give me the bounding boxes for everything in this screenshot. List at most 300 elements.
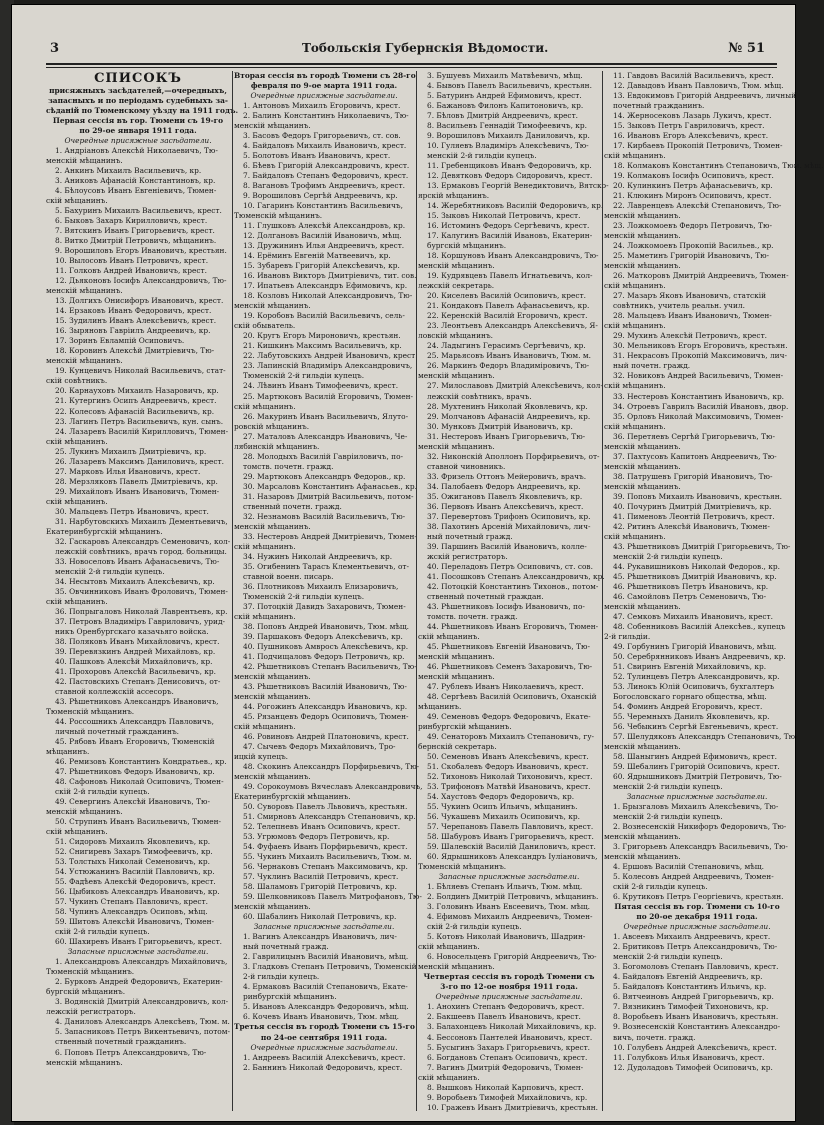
list-entry-line: 20. Кругъ Егоръ Мироновичъ, крестьян. [243,331,401,341]
list-entry-line: 29. Мартюковъ Александръ Федоров., кр. [243,471,406,481]
list-entry-line: 8. Витко Дмитрій Петровичъ, мѣщанинъ. [55,236,217,246]
list-entry-line: 1. Александровъ Александръ Михайловичъ, [55,957,228,967]
list-entry-line: 25. Мартюковъ Василій Егоровичъ, Тюмен- [243,391,414,401]
list-entry-line: 49. Сорокоумовъ Вячеславъ Александровичъ, [243,782,423,792]
list-entry-line: 58. Чупинъ Александръ Осиповъ, мѣщ. [55,907,208,917]
list-entry-line: Тюменскій мѣщанинъ. [418,862,507,872]
list-entry-line: 37. Потоцкій Давидъ Захаровичъ, Тюмен- [243,601,406,611]
list-entry-line: 33. Новоселовъ Иванъ Афанасьевичъ, Тю- [55,556,220,566]
section-heading: запасныхъ и по періодамъ судебныхъ за- [48,96,228,106]
list-entry-line: скій мѣщанинъ. [604,421,666,431]
list-entry-line: 1. Андріановъ Алексѣй Николаевичъ, Тю- [55,146,218,156]
list-entry-line: 7. Байдаловъ Степанъ Федоровичъ, крест. [243,171,409,181]
list-entry-line: 44. Рогожинъ Александръ Ивановичъ, кр. [243,701,408,711]
list-entry-line: Екатеринбургскій мѣщанинъ. [234,792,351,802]
list-entry-line: 4. Бѣлоусовъ Иванъ Евгеніевичъ, Тюмен- [55,186,217,196]
list-entry-line: 34. Отроевъ Гаврилъ Василій Ивановъ, двор. [613,401,789,411]
list-entry-line: скій мѣщанинъ. [418,942,480,952]
list-entry-line: 4. Байдаловъ Михаилъ Ивановичъ, крест. [243,141,407,151]
list-entry-line: менскій мѣщанинъ. [418,962,495,972]
list-entry-line: Екатеринбургскій мѣщанинъ. [46,526,163,536]
list-entry-line: 9. Ворошиловъ Сергѣй Андреевичъ, кр. [243,191,398,201]
subsection-heading: Очередные присяжные засѣдатели. [623,922,771,932]
list-entry-line: 57. Шелудяковъ Александръ Степановичъ, Тю- [613,732,798,742]
list-entry-line: 17. Калугинъ Василій Ивановъ, Екатерин- [427,231,593,241]
list-entry-line: скій 2-й гильдіи купецъ. [55,927,150,937]
list-entry-line: 38. Поповъ Андрей Ивановичъ, Тюм. мѣщ. [243,621,410,631]
list-entry-line: 59. Шитовъ Алексѣй Ивановичъ, Тюмен- [55,917,215,927]
section-heading: Вторая сессія въ городѣ Тюмени съ 28-го [234,71,416,80]
list-entry-line: 56. Чебыкинъ Сергѣй Евгеньевичъ, крест. [613,722,779,732]
list-entry-line: 11. Гребенщиковъ Иванъ Федоровичъ, кр. [427,161,592,171]
list-entry-line: 45. Рѣшетниковъ Евгеній Ивановичъ, Тю- [427,641,590,651]
list-entry-line: 59. Шелковниковъ Павелъ Митрофановъ, Тю- [243,892,422,902]
list-entry-line: 28. Мерзляковъ Павелъ Дмитріевичъ, кр. [55,476,218,486]
list-entry-line: ярскій мѣщанинъ. [418,191,490,201]
list-entry-line: менскій мѣщанинъ. [418,651,495,661]
list-entry-line: 49. Севергинъ Алексѣй Ивановичъ, Тю- [55,797,210,807]
list-entry-line: 28. Мухтенинъ Николай Яковлевичъ, кр. [427,401,588,411]
list-entry-line: 43. Рѣшетниковъ Іосифъ Ивановичъ, по- [427,601,585,611]
list-entry-line: 50. Семеновъ Иванъ Алексѣевичъ, крест. [427,752,589,762]
list-entry-line: 25. Лукинъ Михаилъ Дмитріевичъ, кр. [55,446,207,456]
list-entry-line: 47. Семковъ Михаилъ Ивановичъ, крест. [613,611,773,621]
list-entry-line: 7. Вязникинъ Тимофей Тихоновичъ, кр. [613,1002,769,1012]
list-entry-line: 39. Паршаковъ Федоръ Алексѣевичъ, кр. [243,631,403,641]
list-entry-line: 32. Незнамовъ Василій Васильевичъ, Тю- [243,511,406,521]
list-entry-line: 2. Бурковъ Андрей Федоровичъ, Екатерин- [55,977,223,987]
list-entry-line: 2. Бритиковъ Петръ Александровичъ, Тю- [613,942,778,952]
list-entry-line: 31. Нарбутовскихъ Михаилъ Дементьевичъ, [55,516,228,526]
list-entry-line: 4. Даниловъ Александръ Алексѣевъ, Тюм. м. [55,1017,230,1027]
list-entry-line: менскій мѣщанинъ. [418,261,495,271]
list-entry-line: менскій мѣщанинъ. [604,441,681,451]
list-entry-line: 1. Брызгаловъ Михаилъ Алексѣевичъ, Тю- [613,802,779,812]
list-entry-line: 53. Угрюмовъ Федоръ Петровичъ, кр. [243,832,390,842]
list-entry-line: 9. Ворошиловъ Егоръ Ивановичъ, крестьян. [55,246,227,256]
list-entry-line: почетный гражданинъ. [613,101,705,111]
column-divider [232,71,233,1111]
list-entry-line: скій мѣщанинъ. [418,631,480,641]
list-entry-line: скій мѣщанинъ. [46,496,108,506]
list-entry-line: 54. Фоминъ Андрей Егоровичъ, крест. [613,701,763,711]
column-divider [602,71,603,1111]
issue-number: № 51 [728,41,765,56]
subsection-heading: Очередные присяжные засѣдатели. [250,1042,398,1052]
list-entry-line: 36. Попрыгаловъ Николай Лаврентьевъ, кр. [55,606,228,616]
list-entry-line: никъ Оренбургскаго казачьяго войска. [55,626,209,636]
list-entry-line: 48. Сергѣевъ Василій Осиповичъ, Оханскій [427,691,597,701]
section-heading: сѣданій по Тюменскому уѣзду на 1911 годъ. [46,106,239,116]
list-entry-line: 22. Лабутовскихъ Андрей Ивановичъ, крест. [243,351,418,361]
subsection-heading: Очередные присяжные засѣдатели. [64,136,212,146]
list-entry-line: 33. Фризель Оттонъ Мейеровичъ, врачъ. [427,471,587,481]
list-entry-line: 56. Чукашевъ Михаилъ Осиповичъ, кр. [427,812,580,822]
list-entry-line: 32. Новиковъ Андрей Васильевичъ, Тюмен- [613,371,784,381]
list-entry-line: 53. Трифоновъ Матвѣй Ивановичъ, крест. [427,782,591,792]
list-entry-line: 52. Телепневъ Иванъ Осиповичъ, крест. [243,822,401,832]
subsection-heading: Очередные присяжные засѣдатели. [250,91,398,101]
list-entry-line: 5. Ивановъ Александръ Федоровичъ, мѣщ. [243,1002,409,1012]
list-entry-line: 14. Ерзаковъ Иванъ Федоровичъ, крест. [55,306,212,316]
list-entry-line: 3. Водянскій Дмитрій Александровичъ, кол- [55,997,229,1007]
list-entry-line: 6. Кочевъ Иванъ Ивановичъ, Тюм. мѣщ. [243,1012,400,1022]
section-heading: Третья сессія въ городѣ Тюмени съ 15-го [234,1022,415,1032]
list-entry-line: 37. Пахтусовъ Капитонъ Андреевичъ, Тю- [613,451,777,461]
list-entry-line: 59. Шалевскій Василій Даниловичъ, крест. [427,842,596,852]
list-entry-line: менскій мѣщанинъ. [234,671,311,681]
list-entry-line: менскій мѣщанинъ. [46,1057,123,1067]
list-entry-line: 51. Смирновъ Александръ Степановичъ, кр. [243,812,416,822]
list-entry-line: лежскій регистраторъ. [46,1007,136,1017]
list-entry-line: 55. Чукинъ Осипъ Ильичъ, мѣщанинъ. [427,802,578,812]
list-entry-line: 43. Рѣшетниковъ Александръ Ивановичъ, [55,696,219,706]
list-entry-line: 54. Фуфаевъ Иванъ Порфирьевичъ, крест. [243,842,408,852]
list-entry-line: скій мѣщанинъ. [46,827,108,837]
list-entry-line: томств. почетн. гражд. [427,611,518,621]
list-entry-line: скій мѣщанинъ. [604,531,666,541]
list-entry-line: менскій 2-й гильдіи купецъ. [55,566,165,576]
list-entry-line: 16. Истоминъ Федоръ Сергѣевичъ, крест. [427,221,590,231]
list-entry-line: ловскій мѣщанинъ. [418,331,494,341]
list-entry-line: 3. Аниковъ Афанасій Константиновъ, кр. [55,176,216,186]
list-entry-line: бургскій мѣщанинъ. [427,241,507,251]
list-entry-line: менскій 2-й гильдіи купецъ. [613,952,723,962]
list-entry-line: Тюменскій мѣщанинъ. [46,967,135,977]
list-entry-line: ринбургскій мѣщанинъ. [243,992,337,1002]
list-entry-line: 36. Плотниковъ Михаилъ Елизаровичъ, [243,581,399,591]
list-entry-line: 21. Кутергинъ Осипъ Андреевичъ, крест. [55,396,217,406]
list-entry-line: личный почетный гражданинъ. [55,727,179,736]
list-entry-line: 58. Шаныгинъ Андрей Ефимовичъ, крест. [613,752,777,762]
list-entry-line: 8. Вагановъ Трофимъ Андреевичъ, крест. [243,181,405,191]
list-entry-line: 3. Бушуевъ Михаилъ Матвѣевичъ, мѣщ. [427,71,583,80]
list-entry-line: 28. Молодыхъ Василій Гавріиловичъ, по- [243,451,404,461]
list-entry-line: 46. Рѣшетниковъ Петръ Ивановичъ, кр. [613,581,769,591]
list-entry-line: 6. Богдановъ Степанъ Осиповичъ, крест. [427,1052,588,1062]
list-entry-line: 38. Патрушевъ Григорій Ивановичъ, Тю- [613,471,773,481]
list-entry-line: 54. Хаустовъ Федоръ Федоровичъ, кр. [427,792,575,802]
list-entry-line: менскій 2-й гильдіи купецъ. [613,812,723,822]
list-entry-line: 23. Леонтьевъ Александръ Алексѣевичъ, Я- [427,321,598,331]
list-entry-line: 18. Колмаковъ Константинъ Степановичъ, Тюм. мѣщ. [613,161,824,171]
section-heading: Первая сессія въ гор. Тюмени съ 19-го [52,116,224,126]
list-entry-line: 5. Батуринъ Андрей Ефимовичъ, крест. [427,91,582,101]
text-column-2 [234,71,423,1111]
list-entry-line: 19. Коробовъ Василій Васильевичъ, сель- [243,311,405,321]
list-entry-line: 51. Свиринъ Евгеній Михайловичъ, кр. [613,661,767,671]
list-entry-line: 27. Маталовъ Александръ Ивановичъ, Че- [243,431,408,441]
list-entry-line: 4. Ермаковъ Василій Степановичъ, Екате- [243,982,408,992]
list-entry-line: 45. Рѣшетниковъ Дмитрій Ивановичъ, кр. [613,571,777,581]
list-entry-line: 28. Мальцевъ Иванъ Ивановичъ, Тюмен- [613,311,772,321]
section-heading: СПИСОКЪ [94,71,182,86]
list-entry-line: менскій мѣщанинъ. [234,772,311,782]
list-entry-line: 40. Переладовъ Петръ Осиповичъ, ст. сов. [427,561,593,571]
section-heading: Четвертая сессія въ городѣ Тюмени съ [423,972,595,982]
list-entry-line: вичъ, почетн. гражд. [613,1032,696,1042]
list-entry-line: 10. Гражевъ Иванъ Дмитріевичъ, крестьян. [427,1102,599,1112]
list-entry-line: 33. Нестеровъ Андрей Дмитріевичъ, Тюмен- [243,531,417,541]
list-entry-line: 5. Байдаловъ Константинъ Ильичъ, кр. [613,982,767,992]
list-entry-line: 50. Суворовъ Павелъ Львовичъ, крестьян. [243,802,408,812]
list-entry-line: 35. Огибенинъ Тарасъ Клементьевичъ, от- [243,561,410,571]
list-entry-line: 34. Нужинъ Николай Андреевичъ, кр. [243,551,393,561]
list-entry-line: ный почетный гражд. [243,942,329,952]
list-entry-line: 21. Кишкинъ Максимъ Васильевичъ, кр. [243,341,402,351]
list-entry-line: скій мѣщанинъ. [46,596,108,606]
list-entry-line: 14. Ерёминъ Евгеній Матвеевичъ, кр. [243,251,391,261]
list-entry-line: 4. Байдаловъ Евгеній Андреевичъ, кр. [613,972,763,982]
list-entry-line: 29. Михайловъ Иванъ Ивановичъ, Тюмен- [55,486,220,496]
list-entry-line: ставной военн. писарь. [243,571,334,581]
list-entry-line: 7. Вятскинъ Иванъ Григорьевичъ, крест. [55,226,215,236]
list-entry-line: 25. Марьясовъ Иванъ Ивановичъ, Тюм. м. [427,351,591,361]
list-entry-line: 53. Толстыхъ Николай Семеновичъ, кр. [55,857,210,867]
list-entry-line: менскій 2-й гильдіи купецъ. [613,551,723,561]
list-entry-line: 7. Вагинъ Дмитрій Федоровичъ, Тюмен- [427,1062,584,1072]
list-entry-line: 47. Рублевъ Иванъ Николаевичъ, крест. [427,681,584,691]
list-entry-line: 27. Мазаръ Яковъ Ивановичъ, статскій [613,291,767,301]
list-entry-line: 33. Нестеровъ Константинъ Ивановичъ, кр. [613,391,785,401]
list-entry-line: 38. Поляковъ Иванъ Михайловичъ, крест. [55,636,220,646]
list-entry-line: 51. Скобалевъ Федоръ Ивановичъ, крест. [427,762,589,772]
list-entry-line: менскій мѣщанинъ. [604,231,681,241]
list-entry-line: 31. Некрасовъ Прокопій Максимовичъ, лич- [613,351,787,361]
list-entry-line: 2. Балинъ Константинъ Николаевичъ, Тю- [243,111,409,121]
list-entry-line: 58. Шаламовъ Григорій Петровичъ, кр. [243,882,397,892]
list-entry-line: 57. Чуклинъ Василій Петровичъ, крест. [243,872,399,882]
section-heading: Пятая сессія въ гор. Тюмени съ 10-го [614,902,780,912]
section-heading: по 24-ое сентября 1911 года. [260,1032,388,1042]
list-entry-line: менскій мѣщанинъ. [234,691,311,701]
list-entry-line: 42. Пастовскихъ Степанъ Денисовичъ, от- [55,676,221,686]
list-entry-line: скій мѣщанинъ. [604,381,666,391]
list-entry-line: 17. Зоринъ Евлампій Осиповичъ. [55,336,185,346]
list-entry-line: томств. почетн. гражд. [243,461,334,471]
text-column-1 [46,71,239,1111]
list-entry-line: 19. Кунцевичъ Николай Васильевичъ, стат- [55,366,226,376]
list-entry-line: 37. Перевертовъ Трифонъ Осиповичъ, кр. [427,511,591,521]
list-entry-line: 53. Линокъ Юлій Осиповичъ, бухгалтеръ [613,681,775,691]
list-entry-line: скій мѣщанинъ. [46,436,108,446]
list-entry-line: 1. Вагинъ Александръ Ивановичъ, лич- [243,932,397,942]
list-entry-line: 21. Клюкинъ Миронъ Осиповичъ, крест. [613,191,772,201]
list-entry-line: 29. Молчановъ Афанасій Андреевичъ, кр. [427,411,591,421]
list-entry-line: 2. Болдинъ Дмитрій Петровичъ, мѣщанинъ. [427,892,599,902]
section-heading: февраля по 9-ое марта 1911 года. [250,81,398,91]
list-entry-line: жскій регистраторъ. [427,551,508,561]
list-entry-line: Богословскаго горнаго общества, мѣщ. [613,691,767,701]
list-entry-line: скій мѣщанинъ. [604,321,666,331]
list-entry-line: 18. Коровинъ Алексѣй Дмитріевичъ, Тю- [55,346,215,356]
list-entry-line: лежскій совѣтникъ, врачъ. [427,391,532,401]
list-entry-line: 21. Кондаковъ Павелъ Афанасьевичъ, кр. [427,301,590,311]
list-entry-line: 6. Вятчеиновъ Андрей Григорьевичъ, кр. [613,992,774,1002]
list-entry-line: 11. Глушковъ Алексѣй Александровъ, кр. [243,221,406,231]
list-entry-line: 15. Зыковъ Петръ Гавриловичъ, крест. [613,121,765,131]
list-entry-line: 4. Ефимовъ Михаилъ Андреевичъ, Тюмен- [427,912,593,922]
subsection-heading: Запасные присяжные засѣдатели. [253,922,395,932]
list-entry-line: 15. Зудилинъ Иванъ Алексѣевичъ, крест. [55,316,217,326]
list-entry-line: 45. Рязанцевъ Федоръ Осиповичъ, Тюмен- [243,712,409,721]
list-entry-line: лежскій секретарь. [418,281,495,291]
list-entry-line: 26. Маркинъ Федоръ Владиміровичъ, Тю- [427,361,590,371]
list-entry-line: 32. Никонскій Аполлонъ Порфирьевичъ, от- [427,451,600,461]
list-entry-line: менскій мѣщанинъ. [604,832,681,842]
header-rule [46,63,777,68]
list-entry-line: 24. Ладыгинъ Герасимъ Сергѣевичъ, кр. [427,341,586,351]
list-entry-line: 58. Шабуровъ Иванъ Григорьевичъ, крест. [427,832,594,842]
list-entry-line: менскій мѣщанинъ. [604,852,681,862]
list-entry-line: 38. Пахотинъ Арсеній Михайловичъ, лич- [427,521,591,531]
list-entry-line: скій мѣщанинъ. [604,151,666,161]
section-heading: 3-го по 12-ое ноября 1911 года. [440,982,578,992]
list-entry-line: бернскій секретарь. [418,742,497,752]
list-entry-line: 19. Кудрявцевъ Павелъ Игнатьевичъ, кол- [427,271,593,281]
list-entry-line: ровскій мѣщанинъ. [234,421,310,431]
list-entry-line: 15. Зыковъ Николай Петровичъ, крест. [427,211,581,221]
list-entry-line: мѣщанинъ. [418,701,462,711]
list-entry-line: ринбургскій мѣщанинъ. [418,722,512,732]
list-entry-line: 10. Вылосовъ Иванъ Петровичъ, крест. [55,256,209,266]
newspaper-title: Тобольскія Губернскія Вѣдомости. [302,41,549,55]
list-entry-line: ственный почетн. гражд. [243,501,342,511]
list-entry-line: 37. Петровъ Владиміръ Гавриловичъ, урид- [55,616,225,626]
list-entry-line: менскій 2-й гильдіи купецъ. [427,151,537,161]
list-entry-line: 12. Дьяконовъ Іосифъ Александровичъ, Тю- [55,276,227,286]
list-entry-line: 43. Рѣшетниковъ Дмитрій Григорьевичъ, Тю- [613,541,791,551]
list-entry-line: 6. Бажановъ Филонъ Капитоновичъ, кр. [427,101,584,111]
list-entry-line: 22. Керенскій Василій Егоровичъ, крест. [427,311,588,321]
list-entry-line: 18. Козловъ Николай Александровичъ, Тю- [243,291,413,301]
list-entry-line: 42. Потоцкій Константинъ Тихонов., потом- [427,581,599,591]
list-entry-line: 26. Маткоровъ Дмитрій Андреевичъ, Тюмен- [613,271,789,281]
list-entry-line: Тюменскій 2-й гильдіи купецъ. [243,371,365,381]
list-entry-line: скій 2-й гильдіи купецъ. [613,882,708,892]
section-heading: присяжныхъ засѣдателей,—очередныхъ, [49,86,227,95]
list-entry-line: скій мѣщанинъ. [234,541,296,551]
list-entry-line: лябинскій мѣщанинъ. [234,441,320,451]
list-entry-line: 13. Евдокимовъ Григорій Андреевичъ, личный [613,91,797,101]
list-entry-line: 46. Ровиновъ Андрей Платоновичъ, крест. [243,732,409,742]
subsection-heading: Очередные присяжные засѣдатели. [435,992,583,1002]
list-entry-line: 5. Бусыгинъ Захаръ Григорьевичъ, крест. [427,1042,591,1052]
list-entry-line: менскій мѣщанинъ. [604,481,681,491]
list-entry-line: 42. Рѣшетниковъ Степанъ Васильевичъ, Тю- [243,661,417,671]
list-entry-line: 4. Ершовъ Василій Степановичъ, мѣщ. [613,862,764,872]
list-entry-line: 17. Кирбаевъ Прокопій Петровичъ, Тюмен- [613,141,783,151]
list-entry-line: ставной чиновникъ. [427,461,506,471]
list-entry-line: 52. Тихоновъ Николай Тихоновичъ, крест. [427,772,593,782]
list-entry-line: 19. Колмаковъ Іосифъ Осиповичъ, крест. [613,171,774,181]
list-entry-line: 50. Серебрянниковъ Иванъ Андреевичъ, кр. [613,651,786,661]
list-entry-line: 52. Тулинцевъ Петръ Александровичъ, кр. [613,671,780,681]
list-entry-line: менскій мѣщанинъ. [46,286,123,296]
list-entry-line: ицкій купецъ. [234,752,289,762]
list-entry-line: 14. Жерносековъ Лазарь Лукичъ, крест. [613,111,772,121]
subsection-heading: Запасные присяжные засѣдатели. [626,792,768,802]
list-entry-line: 44. Рукавишниковъ Николай Федоров., кр. [613,561,780,571]
list-entry-line: 23. Лагинъ Петръ Васильевичъ, кун. сынъ. [55,416,224,426]
list-entry-line: 4. Бессоновъ Пантелей Ивановичъ, крест. [427,1032,593,1042]
list-entry-line: менскій мѣщанинъ. [604,742,681,752]
list-entry-line: 35. Орловъ Николай Максимовичъ, Тюмен- [613,411,784,421]
text-column-4 [604,71,824,1111]
list-entry-line: 3. Басовъ Федоръ Григорьевичъ, ст. сов. [243,131,401,141]
list-entry-line: 23. Лапинскій Владиміръ Александровичъ, [243,361,413,371]
list-entry-line: 1. Антоновъ Михаилъ Егоровичъ, крест. [243,101,401,111]
list-entry-line: 55. Фадѣевъ Алексѣй Федоровичъ, крест. [55,877,216,887]
list-entry-line: 46. Рѣшетниковъ Семенъ Захаровичъ, Тю- [427,661,593,671]
list-entry-line: 1. Андреевъ Василій Алексѣевичъ, крест. [243,1052,406,1062]
list-entry-line: 6. Быковъ Захаръ Кирилловичъ, крест. [55,216,208,226]
list-entry-line: 36. Первовъ Иванъ Алексѣевичъ, крест. [427,501,584,511]
list-entry-line: 13. Ермаковъ Георгій Венедиктовичъ, Вятско- [427,181,609,191]
list-entry-line: 5. Бахуринъ Михаилъ Васильевичъ, крест. [55,206,222,216]
list-entry-line: менскій мѣщанинъ. [234,301,311,311]
list-entry-line: 12. Давыдовъ Иванъ Павловичъ, Тюм. мѣщ. [613,81,784,91]
list-entry-line: 9. Воробьевъ Тимофей Михайловичъ, кр. [427,1092,588,1102]
list-entry-line: 56. Цыбиковъ Александръ Ивановичъ, кр. [55,887,220,897]
list-entry-line: менскій мѣщанинъ. [418,371,495,381]
list-entry-line: 2-й гильдіи купецъ. [243,972,320,982]
list-entry-line: 35. Ожигановъ Павелъ Яковлевичъ, кр. [427,491,583,501]
list-entry-line: 42. Ритинъ Алексѣй Ивановичъ, Тюмен- [613,521,770,531]
list-entry-line: 20. Кулинкинъ Петръ Афанасьевичъ, кр. [613,181,773,191]
list-entry-line: менскій мѣщанинъ. [46,156,123,166]
list-entry-line: 26. Лазаревъ Максимъ Даниловичъ, крест. [55,456,224,466]
list-entry-line: 32. Гаскаровъ Александръ Семеновичъ, кол- [55,536,231,546]
list-entry-line: 2. Баннинъ Николай Федоровичъ, крест. [243,1062,403,1072]
list-entry-line: 3. Балахонцевъ Николай Михайловичъ, кр. [427,1022,597,1032]
list-entry-line: 11. Гавдовъ Василій Васильевичъ, крест. [613,71,774,80]
list-entry-line: менскій мѣщанинъ. [234,902,311,912]
list-entry-line: 57. Чукинъ Степанъ Павловичъ, крест. [55,897,208,907]
list-entry-line: 30. Марсаловъ Константинъ Афанасьев., кр. [243,481,417,491]
list-entry-line: скій мѣщанинъ. [418,1072,480,1082]
list-entry-line: 49. Горбунинъ Григорій Ивановичъ, мѣщ. [613,641,777,651]
list-entry-line: 60. Шахиревъ Иванъ Григорьевичъ, крест. [55,937,223,947]
list-entry-line: 55. Чукинъ Михаилъ Васильевичъ, Тюм. м. [243,852,412,862]
list-entry-line: 5. Колесовъ Андрей Андреевичъ, Тюмен- [613,872,774,882]
list-entry-line: скій мѣщанинъ. [234,722,296,732]
list-entry-line: 1. Бѣляевъ Степанъ Ильичъ, Тюм. мѣщ. [427,882,583,892]
list-entry-line: 49. Сенаторовъ Михаилъ Степановичъ, гу- [427,732,595,742]
list-entry-line: 44. Рѣшетниковъ Иванъ Егоровичъ, Тюмен- [427,621,599,631]
list-entry-line: 5. Котовъ Николай Ивановичъ, Шадрин- [427,932,586,942]
list-entry-line: 4. Бывовъ Павелъ Васильевичъ, крестьян. [427,81,592,91]
list-entry-line: 57. Черепановъ Павелъ Павловичъ, крест. [427,822,594,832]
list-entry-line: 1. Анохинъ Степанъ Федоровичъ, крест. [427,1002,585,1012]
list-entry-line: 13. Долгихъ Онисифоръ Ивановичъ, крест. [55,296,224,306]
text-column-3 [418,71,609,1112]
list-entry-line: 16. Ивановъ Викторъ Дмитріевичъ, тит. сов. [243,271,417,281]
list-entry-line: 12. Девятковъ Федоръ Сидоровичъ, крест. [427,171,593,181]
list-entry-line: скій совѣтникъ. [46,376,108,386]
list-entry-line: 39. Перевязкинъ Андрей Михайловъ, кр. [55,646,216,656]
list-entry-line: 39. Поповъ Михаилъ Ивановичъ, крестьян. [613,491,782,501]
list-entry-line: 1. Авсеевъ Михаилъ Андреевичъ, крест. [613,932,771,942]
list-entry-line: 12. Долгановъ Василій Ивановичъ, мѣщ. [243,231,402,241]
list-entry-line: 24. Ложкомоевъ Прокопій Васильев., кр. [613,241,774,251]
list-entry-line: 30. Мунковъ Дмитрій Ивановичъ, кр. [427,421,573,431]
list-entry-line: 41. Посошковъ Степанъ Александровичъ, кр. [427,571,605,581]
list-entry-line: 30. Мальцевъ Петръ Ивановичъ, крест. [55,506,209,516]
list-entry-line: бургскій мѣщанинъ. [46,987,126,997]
list-entry-line: 30. Мельниковъ Егоръ Егоровичъ, крестьян. [613,341,788,351]
list-entry-line: 6. Поповъ Петръ Александровичъ, Тю- [55,1047,207,1057]
